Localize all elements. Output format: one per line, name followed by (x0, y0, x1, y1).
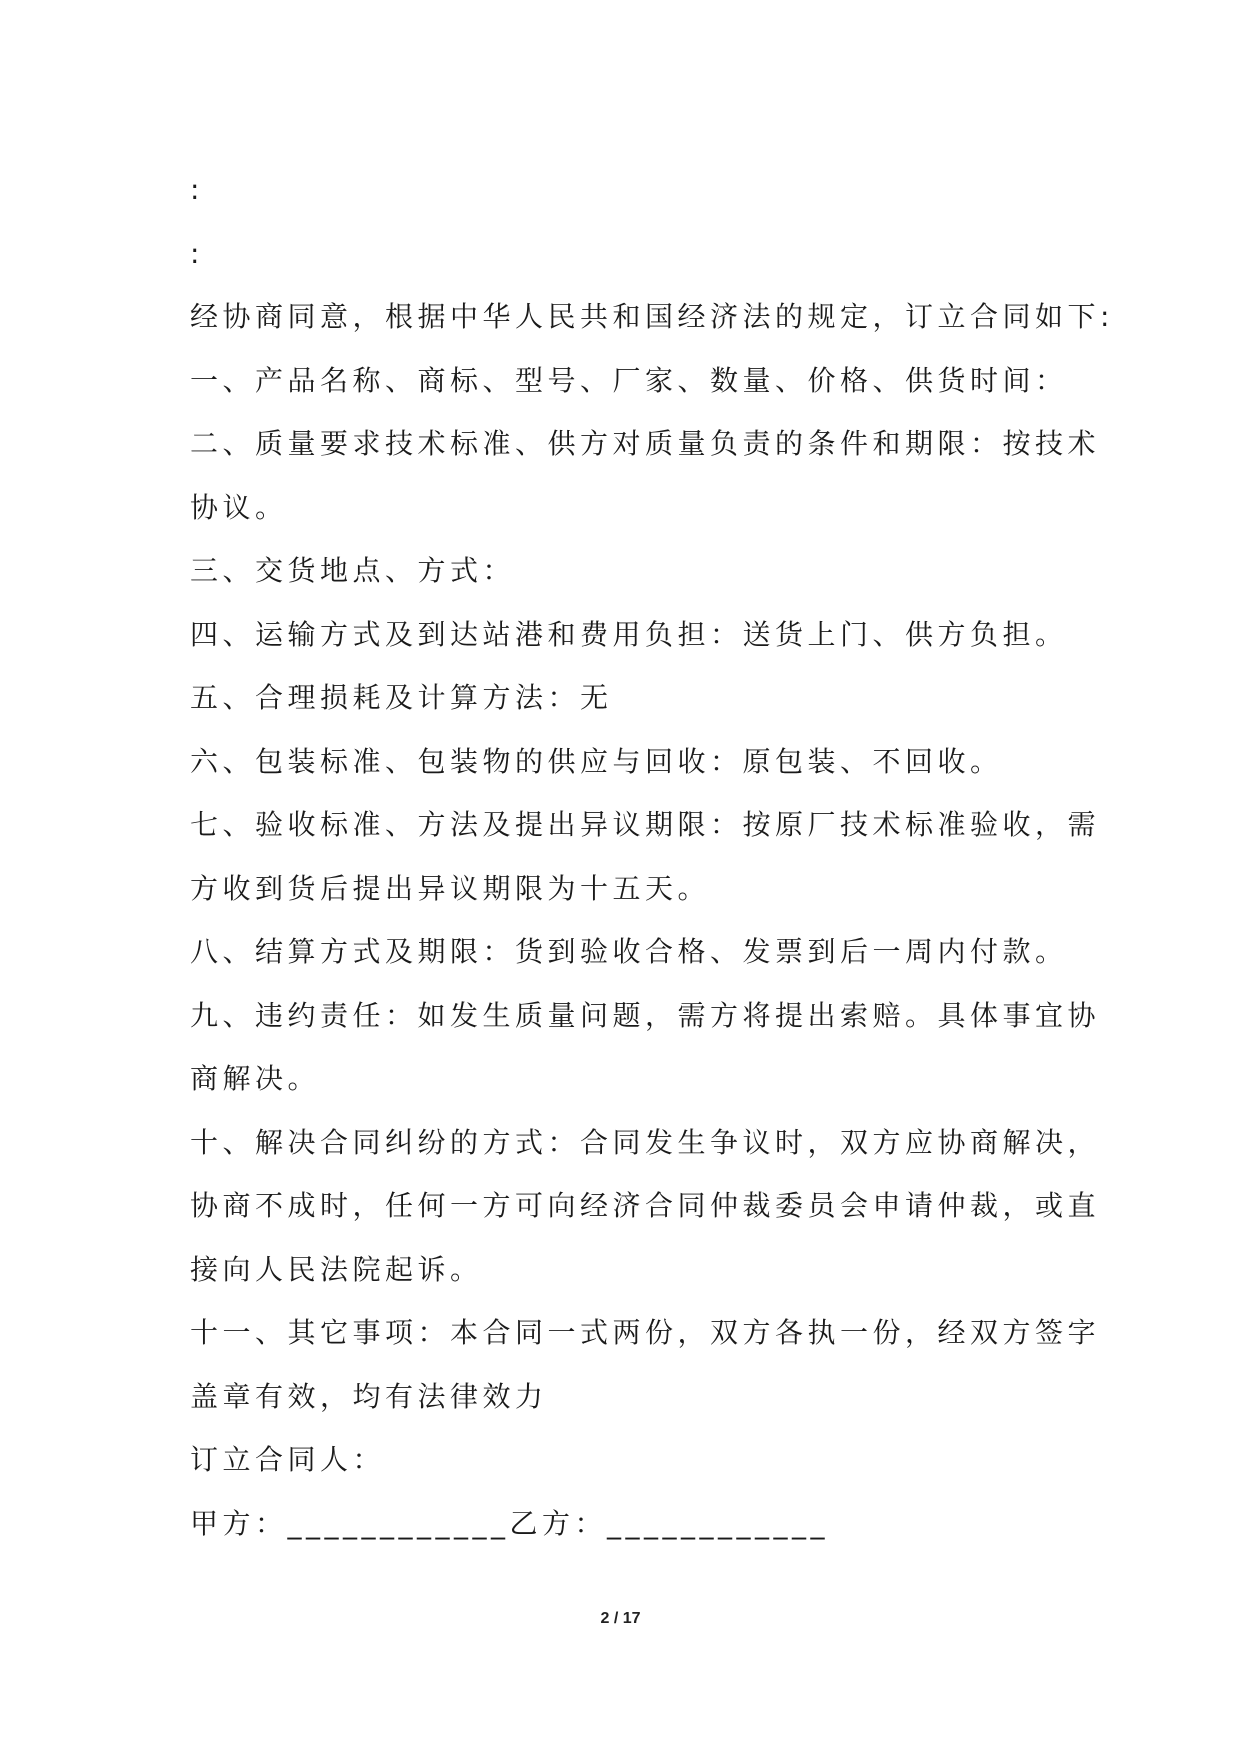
clause-9: 九、违约责任：如发生质量问题，需方将提出索赔。具体事宜协 (190, 998, 1101, 1032)
clause-9-cont: 商解决。 (190, 1062, 321, 1095)
clause-2-cont: 协议。 (190, 490, 288, 524)
clause-10-cont-1: 协商不成时，任何一方可向经济合同仲裁委员会申请仲裁，或直 (190, 1189, 1101, 1222)
clause-11-cont: 盖章有效，均有法律效力 (190, 1379, 548, 1413)
clause-11: 十一、其它事项：本合同一式两份，双方各执一份，经双方签字 (190, 1316, 1101, 1349)
clause-4: 四、运输方式及到达站港和费用负担：送货上门、供方负担。 (190, 617, 1068, 651)
page-number: 2 / 17 (600, 1610, 641, 1627)
colon-line-2: : (190, 236, 200, 270)
clause-5: 五、合理损耗及计算方法：无 (190, 681, 613, 714)
contract-body (190, 158, 1114, 1555)
clause-3: 三、交货地点、方式： (190, 554, 516, 587)
clause-7: 七、验收标准、方法及提出异议期限：按原厂技术标准验收，需 (190, 808, 1101, 841)
clause-2: 二、质量要求技术标准、供方对质量负责的条件和期限：按技术 (190, 427, 1101, 460)
party-signature-line: 甲方：____________乙方：____________ (190, 1506, 830, 1540)
clause-8: 八、结算方式及期限：货到验收合格、发票到后一周内付款。 (190, 935, 1068, 968)
signatories-label: 订立合同人： (190, 1443, 386, 1476)
clause-10-cont-2: 接向人民法院起诉。 (190, 1252, 483, 1286)
colon-line-1: : (190, 173, 200, 206)
intro-line: 经协商同意，根据中华人民共和国经济法的规定，订立合同如下: (190, 300, 1114, 333)
clause-1: 一、产品名称、商标、型号、厂家、数量、价格、供货时间： (190, 363, 1068, 397)
clause-6: 六、包装标准、包装物的供应与回收：原包装、不回收。 (190, 744, 1003, 778)
clause-7-cont: 方收到货后提出异议期限为十五天。 (190, 871, 711, 905)
clause-10: 十、解决合同纠纷的方式：合同发生争议时，双方应协商解决， (190, 1125, 1101, 1159)
